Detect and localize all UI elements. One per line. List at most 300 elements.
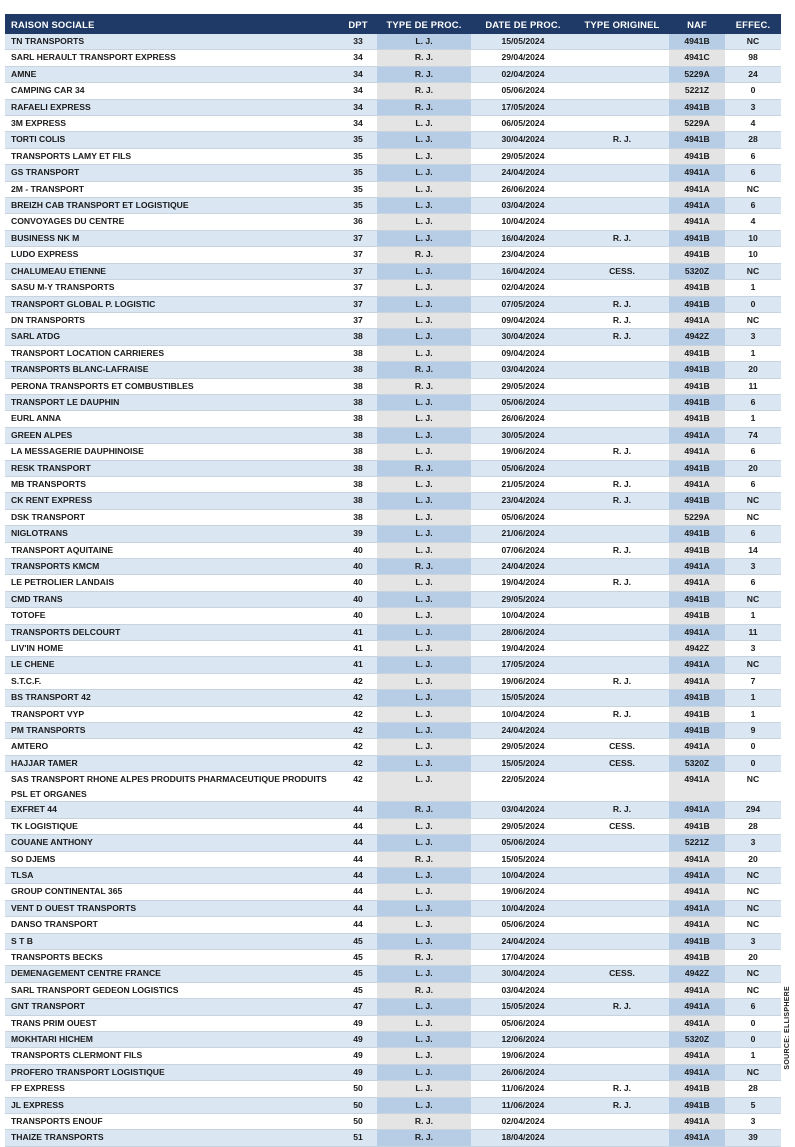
cell-raison-sociale: NIGLOTRANS bbox=[5, 526, 339, 542]
cell-type-de-proc: L. J. bbox=[377, 312, 471, 328]
cell-naf: 4941A bbox=[669, 673, 725, 689]
cell-naf: 4941A bbox=[669, 657, 725, 673]
cell-naf: 4941B bbox=[669, 132, 725, 148]
cell-dpt: 40 bbox=[339, 542, 377, 558]
cell-type-originel bbox=[575, 198, 669, 214]
cell-naf: 4941B bbox=[669, 411, 725, 427]
cell-date-de-proc: 05/06/2024 bbox=[471, 509, 575, 525]
cell-raison-sociale: TRANSPORTS CLERMONT FILS bbox=[5, 1048, 339, 1064]
cell-type-originel bbox=[575, 83, 669, 99]
cell-dpt: 44 bbox=[339, 818, 377, 834]
cell-raison-sociale: THAIZE TRANSPORTS bbox=[5, 1130, 339, 1146]
cell-type-de-proc: L. J. bbox=[377, 394, 471, 410]
cell-raison-sociale: BS TRANSPORT 42 bbox=[5, 690, 339, 706]
cell-type-originel bbox=[575, 835, 669, 851]
table-row bbox=[5, 312, 781, 328]
cell-effec: 39 bbox=[725, 1130, 781, 1146]
table-row bbox=[5, 591, 781, 607]
cell-dpt: 40 bbox=[339, 575, 377, 591]
table-row bbox=[5, 526, 781, 542]
cell-naf: 5320Z bbox=[669, 755, 725, 771]
cell-date-de-proc: 24/04/2024 bbox=[471, 723, 575, 739]
cell-date-de-proc: 30/05/2024 bbox=[471, 427, 575, 443]
cell-effec: 24 bbox=[725, 66, 781, 82]
cell-type-de-proc: L. J. bbox=[377, 884, 471, 900]
cell-naf: 4941A bbox=[669, 867, 725, 883]
table-row bbox=[5, 181, 781, 197]
cell-type-de-proc: L. J. bbox=[377, 608, 471, 624]
cell-effec: 294 bbox=[725, 802, 781, 818]
cell-type-originel: R. J. bbox=[575, 542, 669, 558]
table-row bbox=[5, 1015, 781, 1031]
cell-type-de-proc: L. J. bbox=[377, 230, 471, 246]
cell-dpt: 34 bbox=[339, 66, 377, 82]
table-row bbox=[5, 884, 781, 900]
cell-raison-sociale: CONVOYAGES DU CENTRE bbox=[5, 214, 339, 230]
cell-dpt: 35 bbox=[339, 198, 377, 214]
cell-type-de-proc: L. J. bbox=[377, 542, 471, 558]
cell-type-de-proc: L. J. bbox=[377, 509, 471, 525]
table-row bbox=[5, 1130, 781, 1146]
cell-date-de-proc: 10/04/2024 bbox=[471, 706, 575, 722]
cell-date-de-proc: 17/04/2024 bbox=[471, 949, 575, 965]
cell-effec: NC bbox=[725, 772, 781, 802]
cell-raison-sociale: COUANE ANTHONY bbox=[5, 835, 339, 851]
cell-raison-sociale: CMD TRANS bbox=[5, 591, 339, 607]
cell-type-originel: R. J. bbox=[575, 132, 669, 148]
cell-type-originel bbox=[575, 624, 669, 640]
cell-type-de-proc: L. J. bbox=[377, 493, 471, 509]
table-row bbox=[5, 1031, 781, 1047]
cell-raison-sociale: TRANSPORTS KMCM bbox=[5, 559, 339, 575]
table-row bbox=[5, 575, 781, 591]
cell-date-de-proc: 16/04/2024 bbox=[471, 263, 575, 279]
cell-date-de-proc: 07/05/2024 bbox=[471, 296, 575, 312]
cell-type-originel bbox=[575, 280, 669, 296]
cell-type-originel bbox=[575, 1114, 669, 1130]
cell-raison-sociale: SASU M-Y TRANSPORTS bbox=[5, 280, 339, 296]
cell-date-de-proc: 19/06/2024 bbox=[471, 1048, 575, 1064]
cell-type-originel: R. J. bbox=[575, 444, 669, 460]
cell-raison-sociale: BREIZH CAB TRANSPORT ET LOGISTIQUE bbox=[5, 198, 339, 214]
cell-effec: 1 bbox=[725, 706, 781, 722]
cell-naf: 4941A bbox=[669, 198, 725, 214]
cell-type-de-proc: R. J. bbox=[377, 1130, 471, 1146]
cell-naf: 4941A bbox=[669, 772, 725, 802]
header-type-originel: TYPE ORIGINEL bbox=[575, 14, 669, 34]
cell-type-originel bbox=[575, 427, 669, 443]
cell-effec: 1 bbox=[725, 280, 781, 296]
cell-raison-sociale: CHALUMEAU ETIENNE bbox=[5, 263, 339, 279]
cell-date-de-proc: 23/04/2024 bbox=[471, 493, 575, 509]
cell-naf: 4941B bbox=[669, 1081, 725, 1097]
cell-type-originel bbox=[575, 378, 669, 394]
cell-date-de-proc: 02/04/2024 bbox=[471, 1114, 575, 1130]
table-row bbox=[5, 263, 781, 279]
cell-naf: 4941A bbox=[669, 181, 725, 197]
cell-type-originel: R. J. bbox=[575, 575, 669, 591]
cell-raison-sociale: LIV'IN HOME bbox=[5, 641, 339, 657]
cell-effec: 3 bbox=[725, 835, 781, 851]
cell-type-de-proc: L. J. bbox=[377, 1031, 471, 1047]
cell-naf: 4941A bbox=[669, 165, 725, 181]
cell-effec: 98 bbox=[725, 50, 781, 66]
cell-raison-sociale: AMTERO bbox=[5, 739, 339, 755]
cell-type-de-proc: L. J. bbox=[377, 198, 471, 214]
cell-effec: 3 bbox=[725, 329, 781, 345]
cell-dpt: 41 bbox=[339, 624, 377, 640]
cell-dpt: 34 bbox=[339, 116, 377, 132]
cell-date-de-proc: 09/04/2024 bbox=[471, 312, 575, 328]
cell-type-de-proc: L. J. bbox=[377, 900, 471, 916]
cell-type-de-proc: L. J. bbox=[377, 575, 471, 591]
cell-type-de-proc: R. J. bbox=[377, 949, 471, 965]
cell-naf: 4941B bbox=[669, 345, 725, 361]
cell-raison-sociale: TRANSPORT LE DAUPHIN bbox=[5, 394, 339, 410]
cell-type-originel: R. J. bbox=[575, 802, 669, 818]
table-row bbox=[5, 247, 781, 263]
cell-dpt: 44 bbox=[339, 867, 377, 883]
cell-date-de-proc: 10/04/2024 bbox=[471, 608, 575, 624]
cell-type-originel: R. J. bbox=[575, 706, 669, 722]
cell-effec: 1 bbox=[725, 690, 781, 706]
cell-dpt: 36 bbox=[339, 214, 377, 230]
cell-type-de-proc: R. J. bbox=[377, 66, 471, 82]
cell-type-originel bbox=[575, 99, 669, 115]
cell-type-de-proc: L. J. bbox=[377, 1064, 471, 1080]
cell-naf: 4941B bbox=[669, 818, 725, 834]
cell-dpt: 45 bbox=[339, 949, 377, 965]
cell-raison-sociale: EURL ANNA bbox=[5, 411, 339, 427]
cell-date-de-proc: 29/05/2024 bbox=[471, 739, 575, 755]
cell-date-de-proc: 29/05/2024 bbox=[471, 148, 575, 164]
cell-naf: 5229A bbox=[669, 66, 725, 82]
cell-date-de-proc: 11/06/2024 bbox=[471, 1097, 575, 1113]
cell-type-de-proc: L. J. bbox=[377, 706, 471, 722]
cell-naf: 4941B bbox=[669, 394, 725, 410]
cell-naf: 4941A bbox=[669, 559, 725, 575]
cell-type-de-proc: R. J. bbox=[377, 851, 471, 867]
cell-raison-sociale: TRANSPORTS DELCOURT bbox=[5, 624, 339, 640]
cell-naf: 4941A bbox=[669, 999, 725, 1015]
cell-raison-sociale: TRANSPORTS LAMY ET FILS bbox=[5, 148, 339, 164]
cell-type-originel bbox=[575, 591, 669, 607]
cell-raison-sociale: TRANSPORTS BECKS bbox=[5, 949, 339, 965]
table-header-row bbox=[5, 14, 781, 34]
cell-type-originel: R. J. bbox=[575, 329, 669, 345]
cell-dpt: 49 bbox=[339, 1015, 377, 1031]
cell-effec: 6 bbox=[725, 165, 781, 181]
table-row bbox=[5, 966, 781, 982]
table-body bbox=[5, 34, 781, 1146]
cell-effec: 20 bbox=[725, 949, 781, 965]
cell-effec: 14 bbox=[725, 542, 781, 558]
cell-effec: 6 bbox=[725, 198, 781, 214]
cell-type-de-proc: L. J. bbox=[377, 673, 471, 689]
cell-type-de-proc: L. J. bbox=[377, 132, 471, 148]
table-row bbox=[5, 933, 781, 949]
cell-dpt: 44 bbox=[339, 835, 377, 851]
cell-date-de-proc: 22/05/2024 bbox=[471, 772, 575, 802]
table-row bbox=[5, 900, 781, 916]
cell-type-de-proc: L. J. bbox=[377, 329, 471, 345]
table-row bbox=[5, 608, 781, 624]
cell-dpt: 44 bbox=[339, 851, 377, 867]
cell-type-originel: R. J. bbox=[575, 493, 669, 509]
cell-effec: NC bbox=[725, 982, 781, 998]
table-row bbox=[5, 1081, 781, 1097]
cell-raison-sociale: SARL TRANSPORT GEDEON LOGISTICS bbox=[5, 982, 339, 998]
cell-dpt: 40 bbox=[339, 559, 377, 575]
cell-dpt: 37 bbox=[339, 230, 377, 246]
cell-effec: 3 bbox=[725, 933, 781, 949]
cell-date-de-proc: 05/06/2024 bbox=[471, 1015, 575, 1031]
cell-raison-sociale: LUDO EXPRESS bbox=[5, 247, 339, 263]
table-row bbox=[5, 460, 781, 476]
cell-effec: 28 bbox=[725, 132, 781, 148]
table-row bbox=[5, 982, 781, 998]
cell-type-de-proc: L. J. bbox=[377, 835, 471, 851]
cell-type-de-proc: L. J. bbox=[377, 148, 471, 164]
cell-naf: 4941B bbox=[669, 591, 725, 607]
cell-type-originel bbox=[575, 772, 669, 802]
cell-effec: 20 bbox=[725, 851, 781, 867]
cell-date-de-proc: 24/04/2024 bbox=[471, 933, 575, 949]
cell-naf: 4941A bbox=[669, 982, 725, 998]
cell-raison-sociale: PERONA TRANSPORTS ET COMBUSTIBLES bbox=[5, 378, 339, 394]
table-row bbox=[5, 1097, 781, 1113]
header-date-de-proc: DATE DE PROC. bbox=[471, 14, 575, 34]
cell-type-originel bbox=[575, 1015, 669, 1031]
cell-date-de-proc: 24/04/2024 bbox=[471, 165, 575, 181]
table-row bbox=[5, 394, 781, 410]
table-row bbox=[5, 378, 781, 394]
table-row bbox=[5, 673, 781, 689]
cell-dpt: 37 bbox=[339, 296, 377, 312]
cell-date-de-proc: 21/05/2024 bbox=[471, 476, 575, 492]
cell-raison-sociale: CAMPING CAR 34 bbox=[5, 83, 339, 99]
cell-effec: NC bbox=[725, 312, 781, 328]
cell-date-de-proc: 15/05/2024 bbox=[471, 999, 575, 1015]
cell-date-de-proc: 30/04/2024 bbox=[471, 132, 575, 148]
cell-effec: NC bbox=[725, 493, 781, 509]
cell-type-de-proc: L. J. bbox=[377, 427, 471, 443]
cell-effec: 6 bbox=[725, 148, 781, 164]
cell-type-de-proc: L. J. bbox=[377, 818, 471, 834]
table-row bbox=[5, 559, 781, 575]
cell-effec: 11 bbox=[725, 378, 781, 394]
cell-type-originel: R. J. bbox=[575, 230, 669, 246]
cell-dpt: 45 bbox=[339, 933, 377, 949]
cell-type-originel bbox=[575, 917, 669, 933]
cell-type-de-proc: R. J. bbox=[377, 99, 471, 115]
table-row bbox=[5, 690, 781, 706]
cell-naf: 4941B bbox=[669, 608, 725, 624]
cell-dpt: 33 bbox=[339, 34, 377, 50]
cell-dpt: 38 bbox=[339, 378, 377, 394]
cell-dpt: 35 bbox=[339, 165, 377, 181]
cell-naf: 4941A bbox=[669, 1048, 725, 1064]
cell-raison-sociale: TORTI COLIS bbox=[5, 132, 339, 148]
cell-type-originel bbox=[575, 867, 669, 883]
cell-effec: 1 bbox=[725, 411, 781, 427]
cell-type-de-proc: L. J. bbox=[377, 116, 471, 132]
cell-type-de-proc: L. J. bbox=[377, 345, 471, 361]
table-row bbox=[5, 739, 781, 755]
cell-dpt: 44 bbox=[339, 884, 377, 900]
cell-date-de-proc: 18/04/2024 bbox=[471, 1130, 575, 1146]
source-credit: SOURCE: ELLISPHERE bbox=[784, 986, 791, 1070]
cell-type-originel bbox=[575, 411, 669, 427]
cell-naf: 5229A bbox=[669, 116, 725, 132]
cell-dpt: 50 bbox=[339, 1081, 377, 1097]
table-row bbox=[5, 624, 781, 640]
cell-effec: 0 bbox=[725, 739, 781, 755]
cell-effec: NC bbox=[725, 884, 781, 900]
cell-date-de-proc: 09/04/2024 bbox=[471, 345, 575, 361]
cell-date-de-proc: 26/06/2024 bbox=[471, 411, 575, 427]
procedures-table bbox=[5, 14, 781, 1147]
cell-type-originel bbox=[575, 362, 669, 378]
cell-effec: 28 bbox=[725, 1081, 781, 1097]
cell-date-de-proc: 10/04/2024 bbox=[471, 900, 575, 916]
cell-type-originel bbox=[575, 165, 669, 181]
cell-type-de-proc: L. J. bbox=[377, 296, 471, 312]
cell-type-de-proc: R. J. bbox=[377, 559, 471, 575]
cell-effec: 3 bbox=[725, 99, 781, 115]
cell-type-de-proc: R. J. bbox=[377, 802, 471, 818]
cell-date-de-proc: 29/05/2024 bbox=[471, 818, 575, 834]
cell-raison-sociale: TRANSPORT VYP bbox=[5, 706, 339, 722]
cell-naf: 4941B bbox=[669, 280, 725, 296]
cell-type-originel bbox=[575, 884, 669, 900]
cell-type-originel bbox=[575, 345, 669, 361]
cell-naf: 4941A bbox=[669, 444, 725, 460]
table-row bbox=[5, 132, 781, 148]
cell-type-de-proc: L. J. bbox=[377, 966, 471, 982]
cell-date-de-proc: 17/05/2024 bbox=[471, 657, 575, 673]
cell-type-originel bbox=[575, 851, 669, 867]
table-row bbox=[5, 198, 781, 214]
cell-type-originel bbox=[575, 214, 669, 230]
cell-naf: 4941A bbox=[669, 1064, 725, 1080]
cell-type-de-proc: L. J. bbox=[377, 933, 471, 949]
cell-raison-sociale: MB TRANSPORTS bbox=[5, 476, 339, 492]
cell-effec: NC bbox=[725, 917, 781, 933]
cell-naf: 4941A bbox=[669, 476, 725, 492]
cell-dpt: 38 bbox=[339, 411, 377, 427]
cell-date-de-proc: 26/06/2024 bbox=[471, 1064, 575, 1080]
table-row bbox=[5, 509, 781, 525]
cell-dpt: 42 bbox=[339, 706, 377, 722]
cell-date-de-proc: 12/06/2024 bbox=[471, 1031, 575, 1047]
cell-type-de-proc: L. J. bbox=[377, 624, 471, 640]
cell-type-de-proc: L. J. bbox=[377, 263, 471, 279]
cell-dpt: 45 bbox=[339, 982, 377, 998]
cell-effec: NC bbox=[725, 1064, 781, 1080]
cell-type-originel: R. J. bbox=[575, 673, 669, 689]
table-row bbox=[5, 917, 781, 933]
cell-raison-sociale: GREEN ALPES bbox=[5, 427, 339, 443]
cell-dpt: 39 bbox=[339, 526, 377, 542]
cell-dpt: 44 bbox=[339, 900, 377, 916]
cell-dpt: 42 bbox=[339, 772, 377, 802]
cell-raison-sociale: CK RENT EXPRESS bbox=[5, 493, 339, 509]
cell-type-originel: CESS. bbox=[575, 966, 669, 982]
header-raison-sociale: RAISON SOCIALE bbox=[5, 14, 339, 34]
cell-naf: 4942Z bbox=[669, 966, 725, 982]
cell-type-originel bbox=[575, 526, 669, 542]
cell-naf: 4941B bbox=[669, 34, 725, 50]
cell-dpt: 34 bbox=[339, 50, 377, 66]
cell-date-de-proc: 19/06/2024 bbox=[471, 884, 575, 900]
cell-date-de-proc: 15/05/2024 bbox=[471, 34, 575, 50]
cell-type-originel: R. J. bbox=[575, 476, 669, 492]
cell-naf: 4941B bbox=[669, 378, 725, 394]
cell-raison-sociale: AMNE bbox=[5, 66, 339, 82]
cell-raison-sociale: TK LOGISTIQUE bbox=[5, 818, 339, 834]
cell-naf: 4941B bbox=[669, 460, 725, 476]
cell-date-de-proc: 29/05/2024 bbox=[471, 378, 575, 394]
cell-type-originel bbox=[575, 641, 669, 657]
cell-date-de-proc: 05/06/2024 bbox=[471, 835, 575, 851]
cell-dpt: 50 bbox=[339, 1097, 377, 1113]
cell-naf: 4941B bbox=[669, 148, 725, 164]
cell-date-de-proc: 05/06/2024 bbox=[471, 460, 575, 476]
cell-type-de-proc: R. J. bbox=[377, 378, 471, 394]
cell-dpt: 50 bbox=[339, 1114, 377, 1130]
cell-naf: 5320Z bbox=[669, 1031, 725, 1047]
cell-type-originel bbox=[575, 116, 669, 132]
table-row bbox=[5, 230, 781, 246]
cell-date-de-proc: 03/04/2024 bbox=[471, 982, 575, 998]
cell-dpt: 37 bbox=[339, 247, 377, 263]
cell-type-de-proc: L. J. bbox=[377, 1097, 471, 1113]
cell-type-originel bbox=[575, 1031, 669, 1047]
cell-dpt: 38 bbox=[339, 427, 377, 443]
cell-effec: 4 bbox=[725, 214, 781, 230]
cell-type-originel bbox=[575, 657, 669, 673]
table-row bbox=[5, 476, 781, 492]
table-row bbox=[5, 493, 781, 509]
cell-date-de-proc: 29/04/2024 bbox=[471, 50, 575, 66]
table-row bbox=[5, 949, 781, 965]
cell-raison-sociale: SAS TRANSPORT RHONE ALPES PRODUITS PHARMACEUTIQUE PRODUITS PSL ET ORGANES bbox=[5, 772, 339, 802]
cell-type-originel bbox=[575, 181, 669, 197]
cell-date-de-proc: 03/04/2024 bbox=[471, 198, 575, 214]
header-dpt: DPT bbox=[339, 14, 377, 34]
cell-dpt: 42 bbox=[339, 739, 377, 755]
table-row bbox=[5, 851, 781, 867]
cell-date-de-proc: 28/06/2024 bbox=[471, 624, 575, 640]
cell-raison-sociale: JL EXPRESS bbox=[5, 1097, 339, 1113]
cell-raison-sociale: LE PETROLIER LANDAIS bbox=[5, 575, 339, 591]
cell-naf: 4941A bbox=[669, 900, 725, 916]
cell-type-de-proc: L. J. bbox=[377, 641, 471, 657]
table-row bbox=[5, 411, 781, 427]
cell-date-de-proc: 24/04/2024 bbox=[471, 559, 575, 575]
cell-date-de-proc: 06/05/2024 bbox=[471, 116, 575, 132]
cell-dpt: 42 bbox=[339, 723, 377, 739]
cell-effec: 6 bbox=[725, 999, 781, 1015]
cell-type-de-proc: R. J. bbox=[377, 50, 471, 66]
cell-type-de-proc: R. J. bbox=[377, 362, 471, 378]
cell-naf: 4941B bbox=[669, 542, 725, 558]
cell-dpt: 34 bbox=[339, 83, 377, 99]
cell-effec: 20 bbox=[725, 362, 781, 378]
cell-type-originel: R. J. bbox=[575, 312, 669, 328]
cell-raison-sociale: TRANSPORTS ENOUF bbox=[5, 1114, 339, 1130]
